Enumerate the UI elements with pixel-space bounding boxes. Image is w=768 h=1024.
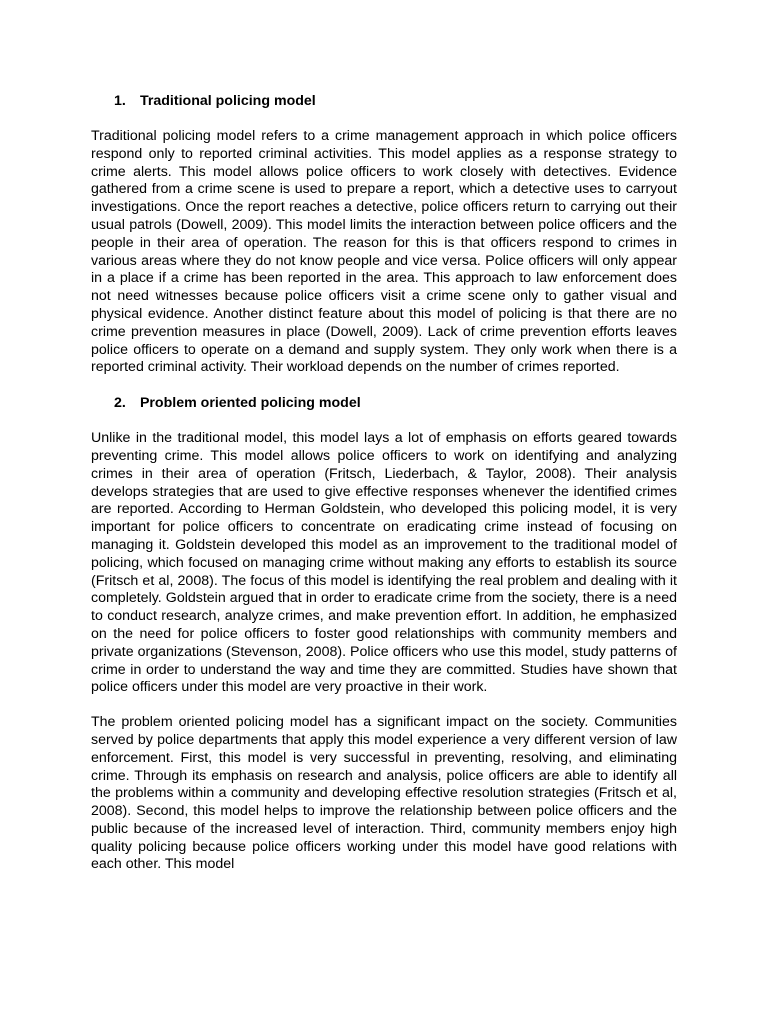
section-title: Traditional policing model <box>139 93 316 109</box>
section-number: 1. <box>114 93 126 109</box>
paragraph: Traditional policing model refers to a crime management approach in which police officers respond only to reported criminal activities. This model applies as a response strategy to crime alerts. This model allows police officers to work closely with detectives. Evidence gathered from a crime scene is used to prepare a report, which a detective uses to carryout investigations. Once the report reaches a detective, police officers return to carrying out their usual patrols (Dowell, 2009). This model limits the interaction between police officers and the people in their area of operation. The reason for this is that officers respond to crimes in various areas where they do not know people and vice versa. Police officers will only appear in a place if a crime has been reported in the area. This approach to law enforcement does not need witnesses because police officers visit a crime scene only to gather visual and physical evidence. Another distinct feature about this model of policing is that there are no crime prevention measures in place (Dowell, 2009). Lack of crime prevention efforts leaves police officers to operate on a demand and supply system. They only work when there is a reported criminal activity. Their workload depends on the number of crimes reported. <box>91 128 677 376</box>
paragraph: Unlike in the traditional model, this model lays a lot of emphasis on efforts geared towards preventing crime. This model allows police officers to work on identifying and analyzing crimes in their area of operation (Fritsch, Liederbach, & Taylor, 2008). Their analysis develops strategies that are used to give effective responses whenever the identified crimes are reported. According to Herman Goldstein, who developed this policing model, it is very important for police officers to concentrate on eradicating crime instead of focusing on managing it. Goldstein developed this model as an improvement to the traditional model of policing, which focused on managing crime without making any efforts to establish its source (Fritsch et al, 2008). The focus of this model is identifying the real problem and dealing with it completely. Goldstein argued that in order to eradicate crime from the society, there is a need to conduct research, analyze crimes, and make prevention effort. In addition, he emphasized on the need for police officers to foster good relationships with community members and private organizations (Stevenson, 2008). Police officers who use this model, study patterns of crime in order to understand the way and time they are committed. Studies have shown that police officers under this model are very proactive in their work. <box>91 430 677 696</box>
paragraph: The problem oriented policing model has a significant impact on the society. Communities served by police departments that apply this model experience a very different version of law enforcement. First, this model is very successful in preventing, resolving, and eliminating crime. Through its emphasis on research and analysis, police officers are able to identify all the problems within a community and developing effective resolution strategies (Fritsch et al, 2008). Second, this model helps to improve the relationship between police officers and the public because of the increased level of interaction. Third, community members enjoy high quality policing because police officers working under this model have good relations with each other. This model <box>91 714 677 873</box>
section-number: 2. <box>114 395 126 412</box>
document-body <box>91 92 677 874</box>
section-heading-problem-oriented <box>91 394 677 413</box>
section-title: Problem oriented policing model <box>139 395 361 412</box>
section-heading-traditional <box>91 92 677 111</box>
